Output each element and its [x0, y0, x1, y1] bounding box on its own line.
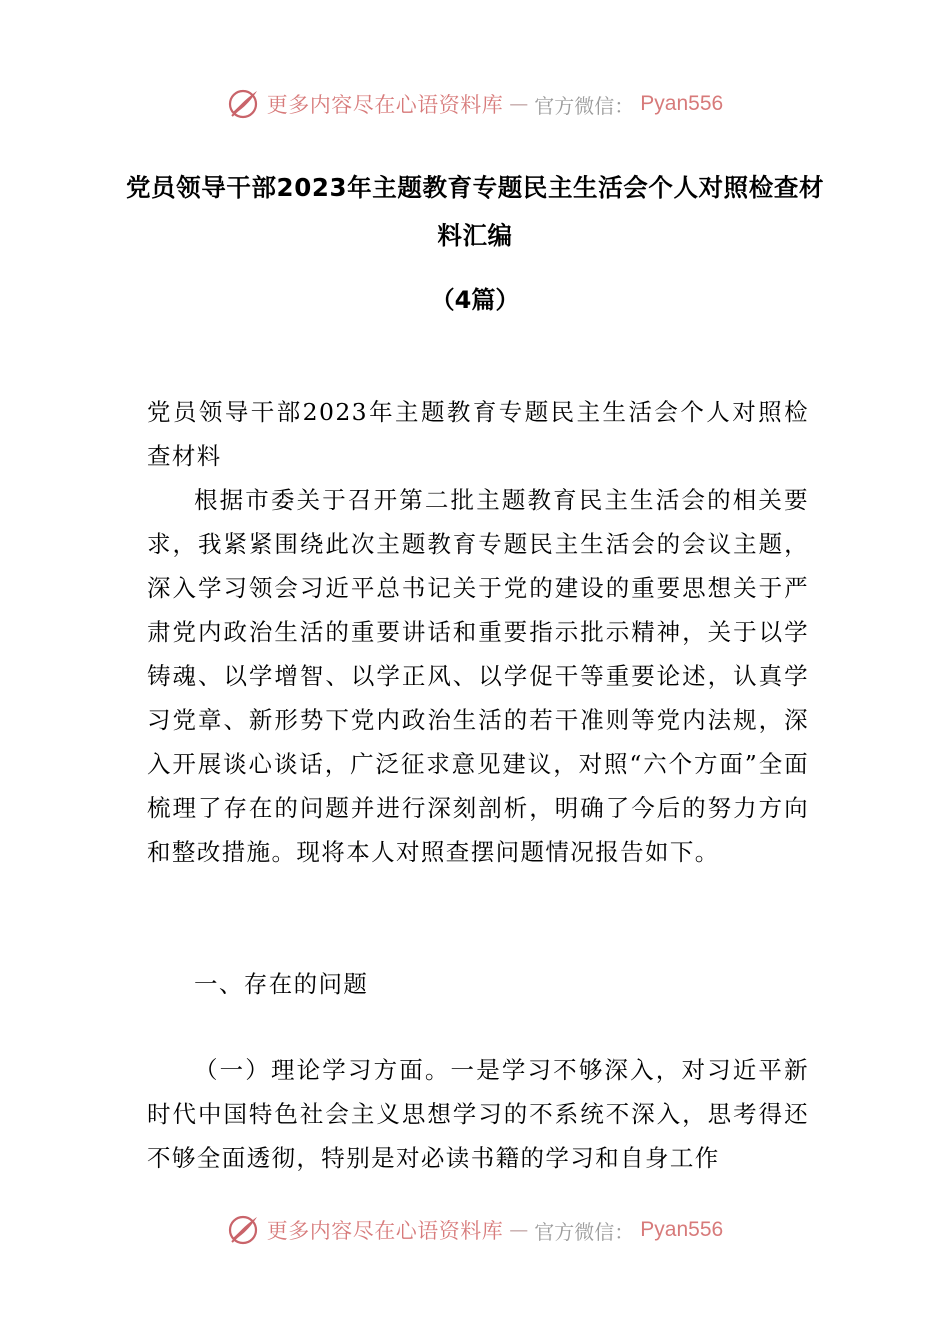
watermark-promo-text: 更多内容尽在心语资料库 — [266, 1219, 504, 1243]
watermark-wechat-id: Pyan556 — [640, 92, 724, 115]
intro-paragraph: 根据市委关于召开第二批主题教育民主生活会的相关要求，我紧紧围绕此次主题教育专题民主生活会的会议主题，深入学习领会习近平总书记关于党的建设的重要思想关于严肃党内政治生活的重要讲话和重要指示批示精神，关于以学铸魂、以学增智、以学正风、以学促干等重要论述，认真学习党章、新形势下党内政治生活的若干准则等党内法规，深入开展谈心谈话，广泛征求意见建议，对照“六个方面”全面梳理了存在的问题并进行深刻剖析，明确了今后的努力方向和整改措施。现将本人对照查摆问题情况报告如下。 — [147, 486, 809, 866]
watermark-banner-top — [0, 84, 950, 124]
quill-pen-logo-icon — [227, 87, 261, 121]
watermark-separator: — — [509, 1219, 529, 1241]
theory-study-paragraph: （一）理论学习方面。一是学习不够深入，对习近平新时代中国特色社会主义思想学习的不系统不深入，思考得还不够全面透彻，特别是对必读书籍的学习和自身工作 — [147, 1056, 809, 1172]
watermark-wechat-label: 官方微信： — [534, 93, 635, 118]
watermark-promo-text: 更多内容尽在心语资料库 — [266, 93, 504, 117]
document-subtitle: （4篇） — [430, 286, 520, 314]
watermark-wechat-id: Pyan556 — [640, 1218, 724, 1241]
quill-pen-logo-icon — [227, 1213, 261, 1247]
document-title: 党员领导干部2023年主题教育专题民主生活会个人对照检查材料汇编 — [125, 173, 825, 250]
heading-existing-problems: 一、存在的问题 — [194, 970, 369, 998]
watermark-banner-bottom — [0, 1210, 950, 1250]
watermark-separator: — — [509, 93, 529, 115]
watermark-wechat-label: 官方微信： — [534, 1219, 635, 1244]
section-title: 党员领导干部2023年主题教育专题民主生活会个人对照检查材料 — [147, 398, 809, 470]
